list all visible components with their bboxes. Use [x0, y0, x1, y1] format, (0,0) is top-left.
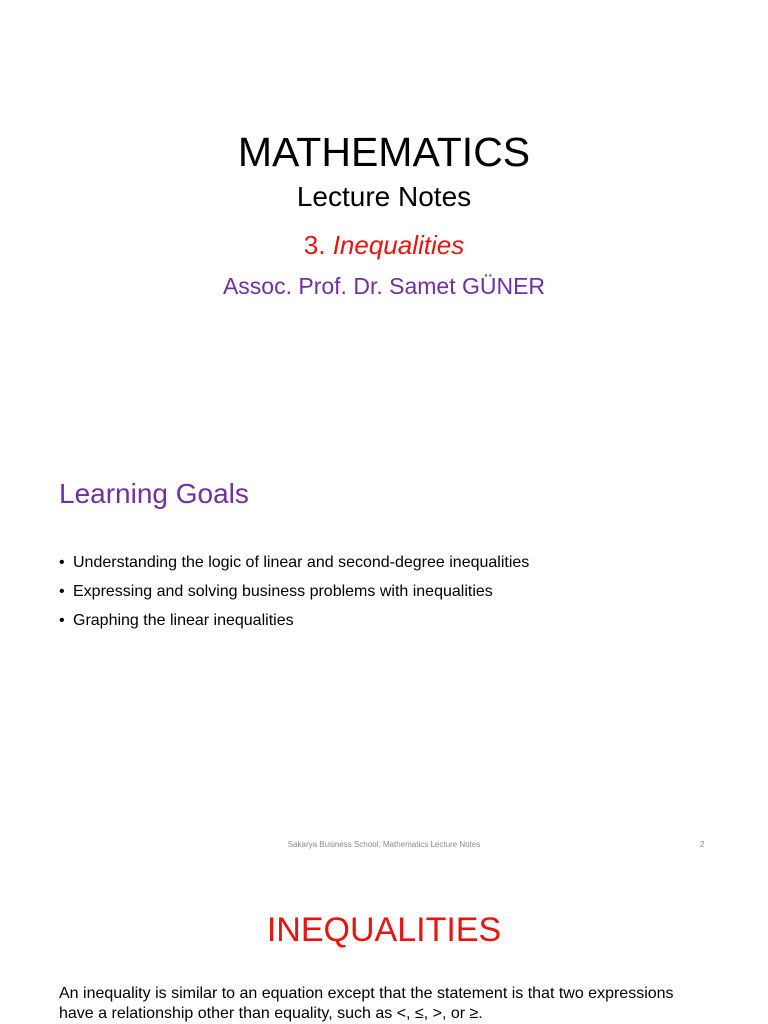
- title-slide: [0, 0, 768, 432]
- author-name: Assoc. Prof. Dr. Samet GÜNER: [222, 273, 546, 299]
- learning-goals-list: [59, 548, 529, 635]
- inequalities-slide: [0, 864, 768, 1024]
- chapter-name: Inequalities: [332, 230, 465, 260]
- chapter-heading: [0, 228, 768, 262]
- list-item-text: Graphing the linear inequalities: [73, 612, 294, 629]
- learning-goals-slide: [0, 432, 768, 864]
- bullet-icon: •: [59, 583, 65, 600]
- page-number: 2: [700, 840, 705, 849]
- list-item-text: Expressing and solving business problems with inequalities: [73, 583, 493, 600]
- course-title: MATHEMATICS: [237, 129, 531, 175]
- definition-paragraph: An inequality is similar to an equation except that the statement is that two expressions have a relationship other than equality, such as <, ≤, >, or ≥.: [59, 985, 674, 1022]
- list-item-text: Understanding the logic of linear and second-degree inequalities: [73, 554, 530, 571]
- slide-footer: Sakarya Business School, Mathematics Lecture Notes: [287, 840, 481, 849]
- list-item: [59, 606, 529, 635]
- learning-goals-heading: Learning Goals: [59, 478, 249, 509]
- inequalities-title: INEQUALITIES: [266, 911, 502, 949]
- bullet-icon: •: [59, 612, 65, 629]
- bullet-icon: •: [59, 554, 65, 571]
- list-item: [59, 577, 529, 606]
- course-subtitle: Lecture Notes: [296, 181, 472, 212]
- chapter-number: 3.: [303, 230, 326, 260]
- list-item: [59, 548, 529, 577]
